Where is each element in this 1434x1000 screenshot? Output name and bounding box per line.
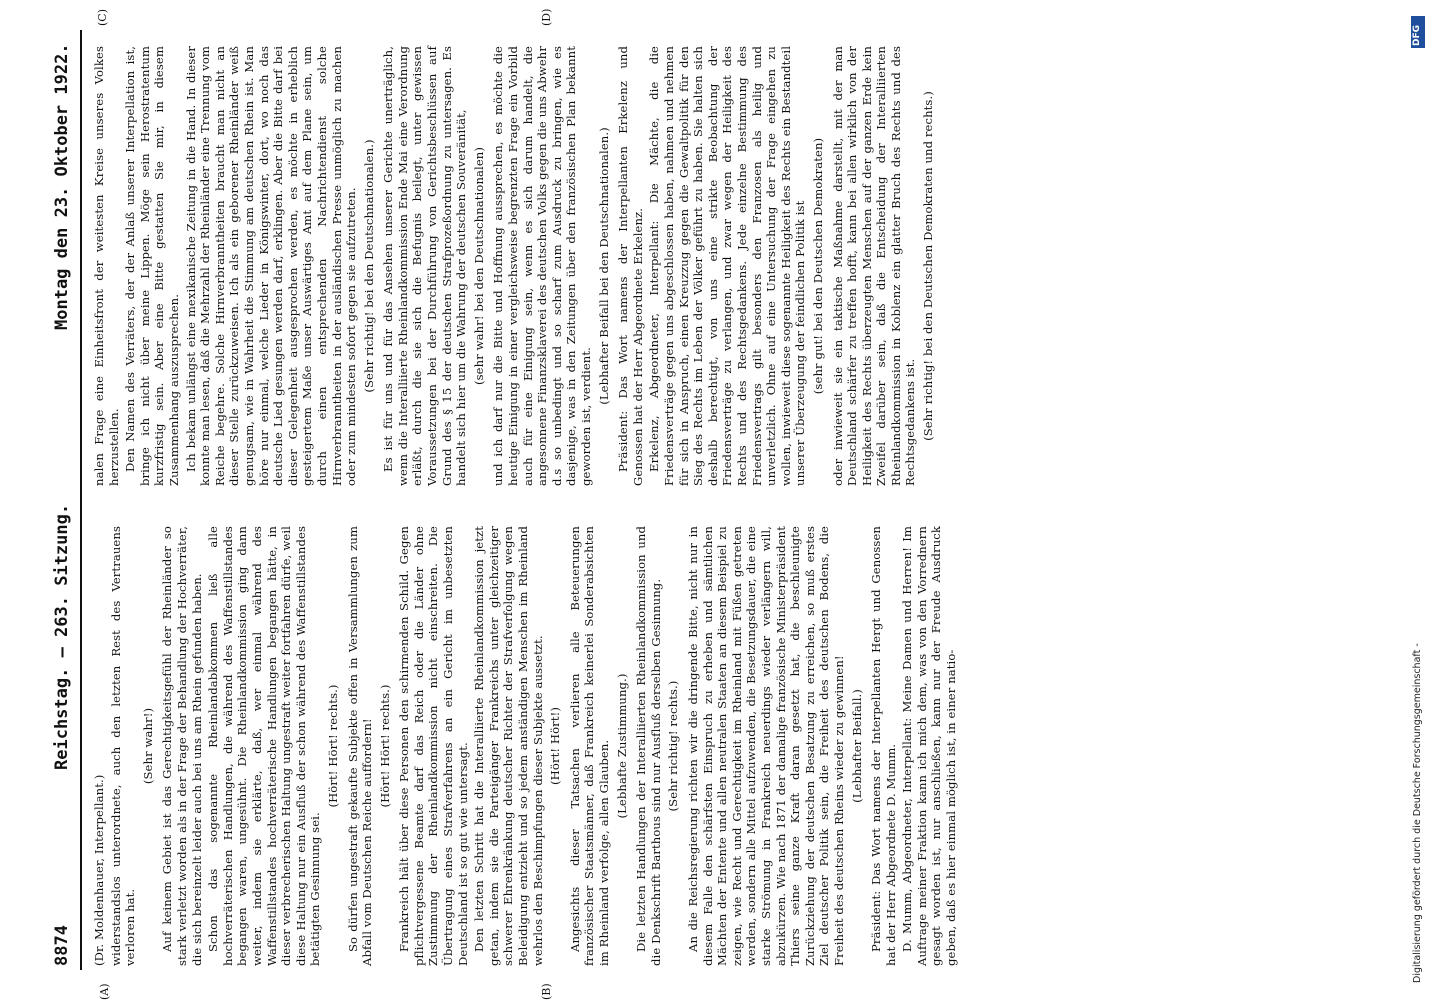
paragraph: (Dr. Moldenhauer, Interpellant.) xyxy=(92,774,106,966)
paragraph: und ich darf nur die Bitte und Hoffnung aussprechen, es möchte die heutige Einigung in einer vergleichsweise begrenzten Frage ein Vorbild auch für eine Einigung sein, wenn es sich darum handelt, die angesonnene Finanzsklaverei des deutschen Volks gegen die uns Abwehr d.s so unbedingt und so scharf zum Ausdruck zu bringen, wie es dasjenige, was in den Zeitungen über den französischen Plan bekannt geworden ist, verdient. xyxy=(491,46,593,486)
paragraph: Den Namen des Verräters, der der Anlaß unserer Interpellation ist, bringe ich nicht über meine Lippen. Möge sein Herostratentum kurzfristig sein. Aber eine Bitte gestatten Sie mir, in diesem Zusammenhang auszusprechen. xyxy=(123,46,181,486)
applause-note: (Hört! Hört!) xyxy=(548,707,563,785)
paragraph: So dürfen ungestraft gekaufte Subjekte offen in Versammlungen zum Abfall vom Deutschen Reiche auffordern! xyxy=(345,526,375,966)
applause-note: (Sehr richtig! bei den Deutschnationalen.) xyxy=(361,139,376,393)
applause-note: (sehr gut! bei den Deutschen Demokraten) xyxy=(810,137,825,395)
margin-marker-d: (D) xyxy=(540,8,553,26)
paragraph: D. Mumm, Abgeordneter, Interpellant: Meine Damen und Herren! Im Auftrage meiner Fraktion kann ich mich dem, was von den Vorrednern gesagt worden ist, nur anschließen, kann nur der Freude Ausdruck geben, daß es hier einmal möglich ist, in einer natio- xyxy=(900,526,959,966)
paragraph: Es ist für uns und für das Ansehen unserer Gerichte unerträglich, wenn die Interalliierte Rheinlandkommission Ende Mai eine Verordnung erläßt, durch die sie sich die Befugnis beilegt, unter gewissen Voraussetzungen bei der Durchführung von Gerichtsbeschlüssen auf Grund des § 15 der deutschen Strafprozeßordnung zu untersagen. Es handelt sich hier um die Wahrung der deutschen Souveränität, xyxy=(381,46,469,486)
paragraph: An die Reichsregierung richten wir die dringende Bitte, nicht nur in diesem Falle den schärfsten Einspruch zu erheben und sämtlichen Mächten der Entente und allen neutralen Staaten an diesem Beispiel zu zeigen, wie Recht und Gerechtigkeit im Rheinland mit Füßen getreten werden, sondern alle Mittel aufzuwenden, die Besetzungsdauer, die eine starke Strömung in Frankreich neuerdings wieder verlängern will, abzukürzen. Wie nach 1871 der damalige französische Ministerpräsident Thiers seine ganze Kraft daran gesetzt hat, die beschleunigte Zurückziehung der deutschen Besatzung zu erreichen, so muß erstes Ziel deutscher Politik sein, die Freiheit des deutschen Bodens, die Freiheit des deutschen Rheins wieder zu gewinnen! xyxy=(685,526,846,966)
paragraph: nalen Frage eine Einheitsfront der weitesten Kreise unseres Volkes herzustellen. xyxy=(92,46,121,486)
paragraph: Angesichts dieser Tatsachen verlieren alle Beteuerungen französischer Staatsmänner, daß Frankreich keinerlei Sonderabsichten im Rheinland verfolge, allen Glauben. xyxy=(567,526,611,966)
applause-note: (Lebhafter Beifall bei den Deutschnationalen.) xyxy=(596,127,611,405)
paragraph: Erkelenz, Abgeordneter, Interpellant: Die Mächte, die die Friedensverträge gegen uns abgeschlossen haben, nahmen und nehmen für sich in Anspruch, einen Kreuzzug gegen die Gewaltpolitik für den Sieg des Rechts im Leben der Völker geführt zu haben. Sie halten sich deshalb berechtigt, von uns eine strikte Beobachtung der Friedensverträge zu verlangen, und zwar wegen der Heiligkeit des Rechts und des Rechtsgedankens. Jede einzelne Bestimmung des Friedensvertrags gilt besonders den Franzosen als heilig und unverletzlich. Ohne auf eine Untersuchung der Frage eingehen zu wollen, inwieweit diese sogenannte Heiligkeit des Rechts ein Bestandteil unserer Überzeugung der feindlichen Politik ist xyxy=(647,46,808,486)
applause-note: (Lebhafte Zustimmung.) xyxy=(614,673,629,819)
rotated-sheet xyxy=(40,8,1400,1000)
applause-note: (Sehr richtig! rechts.) xyxy=(666,680,681,812)
applause-note: (sehr wahr! bei den Deutschnationalen) xyxy=(471,147,486,385)
applause-note: (Hört! Hört! rechts.) xyxy=(325,684,340,808)
paragraph: Frankreich hält über diese Personen den schirmenden Schild. Gegen pflichtvergessene Beamte darf das Reich oder die Länder ohne Zustimmung der Rheinlandkommission nicht einschreiten. Die Übertragung eines Strafverfahrens an ein Gericht im unbesetzten Deutschland ist so gut wie untersagt. xyxy=(397,526,470,966)
paragraph: Die letzten Handlungen der Interalliierten Rheinlandkommission und die Denkschrift Barthous sind nur Ausfluß derselben Gesinnung. xyxy=(634,526,663,966)
margin-marker-a: (A) xyxy=(98,983,111,1000)
dfg-logo-text: DFG xyxy=(1412,24,1422,46)
applause-note: (Sehr wahr!) xyxy=(140,707,155,785)
applause-note: (Hört! Hört! rechts.) xyxy=(377,684,392,808)
margin-marker-b: (B) xyxy=(540,983,553,1000)
paragraph: Auf keinem Gebiet ist das Gerechtigkeitsgefühl der Rheinländer so stark verletzt worden als in der Frage der Behandlung der Hochverräter, die sich bereinzelt leider auch bei uns am Rhein gefunden haben. xyxy=(160,526,204,966)
session-title: Reichstag. — 263. Sitzung. xyxy=(52,503,72,770)
page-header xyxy=(40,30,82,970)
right-column xyxy=(92,46,941,486)
paragraph: Präsident: Das Wort namens der Interpellanten Erkelenz und Genossen hat der Herr Abgeordnete Erkelenz. xyxy=(616,46,645,486)
paragraph: widerstandslos unterordnete, auch den letzten Rest des Vertrauens verloren hat. xyxy=(108,526,138,966)
paragraph: oder inwieweit sie ein taktische Maßnahme darstellt, mit der man Deutschland schärfer zu treffen hofft, kann bei allen wirklich von der Heiligkeit des Rechts überzeugten Menschen auf der ganzen Erde kein Zweifel darüber sein, daß die Entscheidung der Interalliierten Rheinlandkommission in Koblenz ein glatter Bruch des Rechts und des Rechtsgedankens ist. xyxy=(830,46,918,486)
left-column xyxy=(92,526,961,966)
paragraph: Ich bekam unlängst eine mexikanische Zeitung in die Hand. In dieser konnte man lesen, daß die Mehrzahl der Rheinländer eine Trennung vom Reiche begehre. Solche Hirnverbranntheiten braucht man nicht an dieser Stelle zurückzuweisen. Ich als ein geborener Rheinländer weiß genugsam, wie in Wahrheit die Stimmung am deutschen Rhein ist. Man höre nur einmal, welche Lieder in Königswinter, dort, wo noch das deutsche Lied gesungen werden darf, erklingen. Aber die Bitte darf bei dieser Gelegenheit ausgesprochen werden, es möchte in erheblich gesteigertem Maße unser Auswärtiges Amt auf dem Plane sein, um durch einen entsprechenden Nachrichtendienst solche Hirnverbranntheiten in der ausländischen Presse unmöglich zu machen oder zum mindesten sofort gegen sie aufzutreten. xyxy=(183,46,359,486)
page-number: 8874 xyxy=(52,925,72,966)
paragraph: Schon das sogenannte Rheinlandabkommen ließ alle hochverräterischen Handlungen, die während des Waffenstillstandes begangen waren, ungesühnt. Die Rheinlandkommission ging dann weiter, indem sie erklärte, daß, wer einmal während des Waffenstillstandes hochverräterische Handlungen begangen hätte, in dieser verbrecherischen Haltung ungestraft weiter fortfahren dürfe, weil diese Haltung nur ein Ausfluß der schon während des Waffenstillstandes betätigten Gesinnung sei. xyxy=(206,526,323,966)
session-date: Montag den 23. Oktober 1922. xyxy=(52,43,72,330)
paragraph: Den letzten Schritt hat die Interalliierte Rheinlandkommission jetzt getan, indem sie die Parteigänger Frankreichs unter gleichzeitiger schwerer Ehrenkränkung deutscher Richter der Strafverfolgung wegen Beleidigung entzieht und so jedem anständigen Menschen im Rheinland wehrlos den Beschimpfungen dieser Subjekte aussetzt. xyxy=(472,526,545,966)
digitization-credit: Digitalisierung gefördert durch die Deutsche Forschungsgemeinschaft - xyxy=(1412,643,1423,983)
paragraph: Präsident: Das Wort namens der Interpellanten Hergt und Genossen hat der Herr Abgeordnete D. Mumm. xyxy=(869,526,898,966)
margin-marker-c: (C) xyxy=(96,9,109,26)
dfg-logo xyxy=(1411,16,1425,48)
applause-note: (Lebhafter Beifall.) xyxy=(849,689,864,803)
applause-note: (Sehr richtig! bei den Deutschen Demokraten und rechts.) xyxy=(921,91,936,441)
digitization-sidebar xyxy=(1408,8,1428,992)
